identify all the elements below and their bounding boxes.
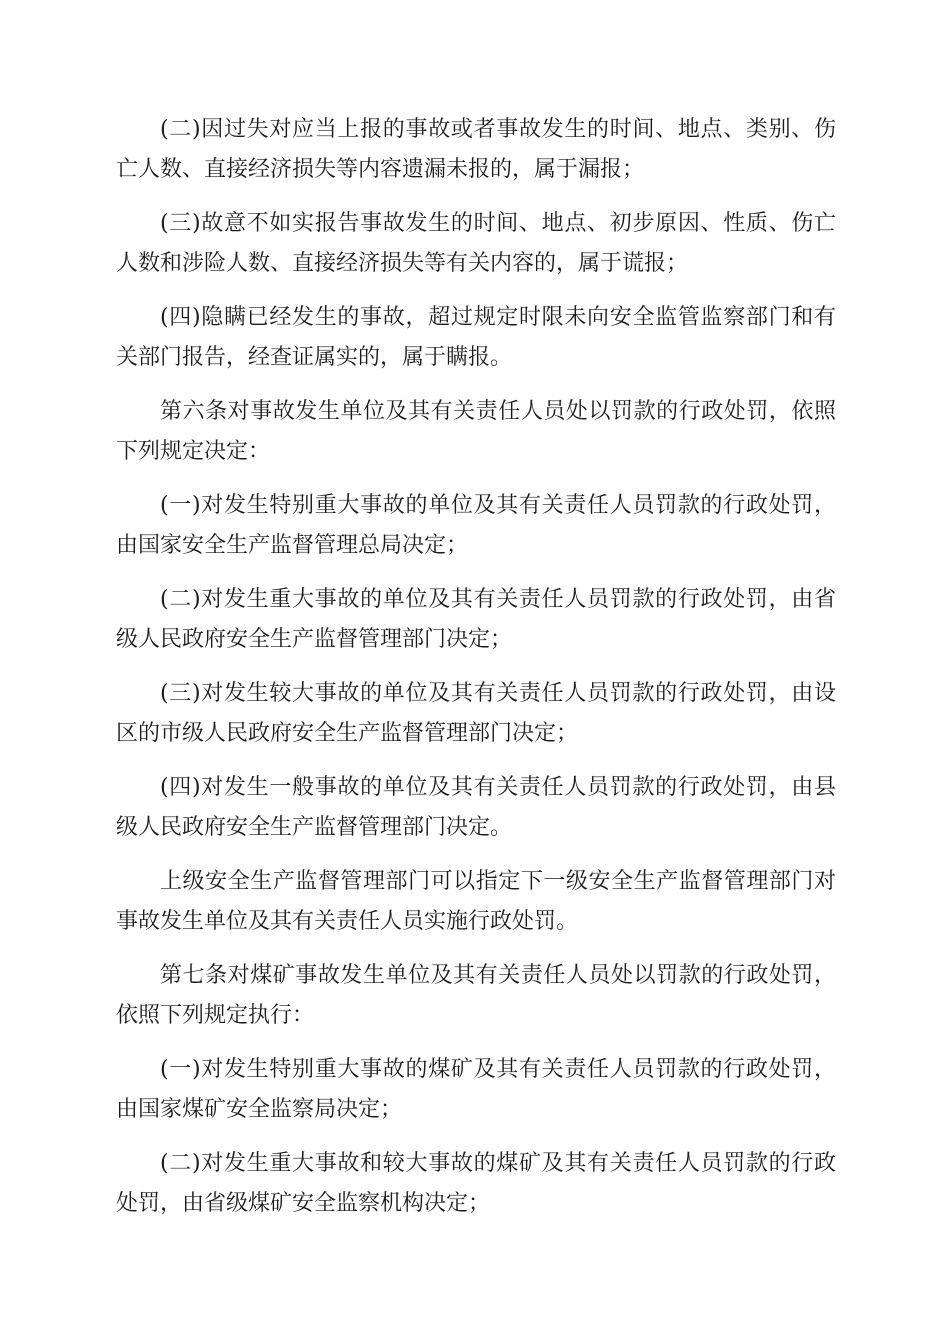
paragraph-article-6-item-2: (二)对发生重大事故的单位及其有关责任人员罚款的行政处罚，由省级人民政府安全生产监督管理部门决定； [116,587,836,652]
paragraph-article-6-item-1: (一)对发生特别重大事故的单位及其有关责任人员罚款的行政处罚，由国家安全生产监督管理总局决定； [116,493,836,558]
paragraph-article-7: 第七条对煤矿事故发生单位及其有关责任人员处以罚款的行政处罚，依照下列规定执行： [116,963,836,1028]
paragraph-false-report: (三)故意不如实报告事故发生的时间、地点、初步原因、性质、伤亡人数和涉险人数、直接经济损失等有关内容的，属于谎报； [116,211,836,276]
paragraph-article-6-item-4: (四)对发生一般事故的单位及其有关责任人员罚款的行政处罚，由县级人民政府安全生产监督管理部门决定。 [116,775,836,840]
paragraph-article-7-item-1: (一)对发生特别重大事故的煤矿及其有关责任人员罚款的行政处罚，由国家煤矿安全监察局决定； [116,1057,836,1122]
paragraph-omission: (二)因过失对应当上报的事故或者事故发生的时间、地点、类别、伤亡人数、直接经济损失等内容遗漏未报的，属于漏报； [116,117,836,182]
paragraph-article-6: 第六条对事故发生单位及其有关责任人员处以罚款的行政处罚，依照下列规定决定： [116,399,836,464]
paragraph-article-6-delegation: 上级安全生产监督管理部门可以指定下一级安全生产监督管理部门对事故发生单位及其有关责任人员实施行政处罚。 [116,869,836,934]
document-body [116,110,836,1238]
paragraph-concealment: (四)隐瞒已经发生的事故，超过规定时限未向安全监管监察部门和有关部门报告，经查证属实的，属于瞒报。 [116,305,836,370]
paragraph-article-6-item-3: (三)对发生较大事故的单位及其有关责任人员罚款的行政处罚，由设区的市级人民政府安全生产监督管理部门决定； [116,681,836,746]
paragraph-article-7-item-2: (二)对发生重大事故和较大事故的煤矿及其有关责任人员罚款的行政处罚，由省级煤矿安全监察机构决定； [116,1151,836,1216]
